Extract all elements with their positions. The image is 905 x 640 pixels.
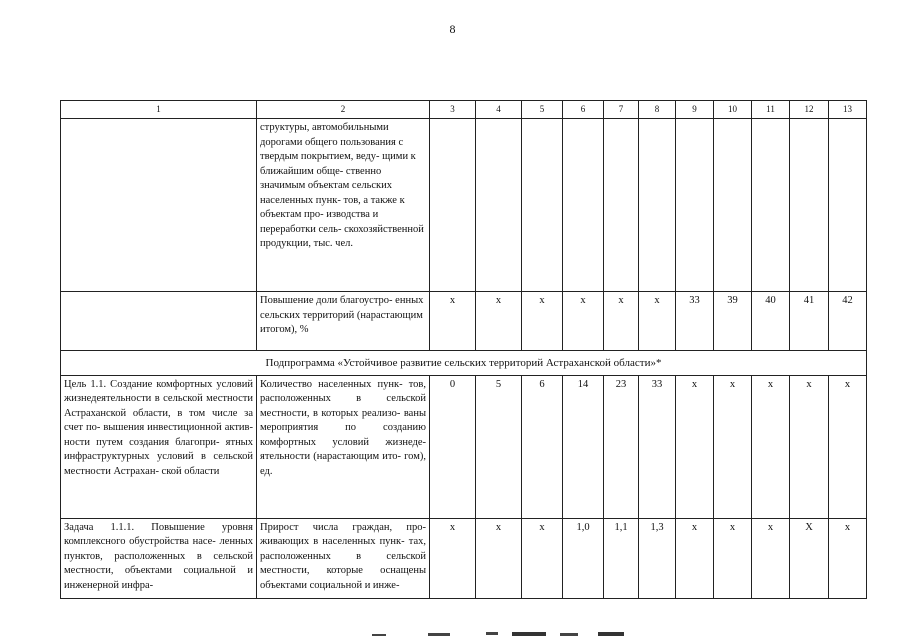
- value-cell: х: [752, 518, 790, 598]
- column-number: 9: [676, 101, 714, 119]
- value-cell: [829, 119, 867, 292]
- value-cell: х: [714, 375, 752, 518]
- column-number: 7: [604, 101, 639, 119]
- indicator-cell: Прирост числа граждан, про- живающих в населенных пунк- тах, расположенных в сельской местности, которые оснащены объектами социальной и инже-: [257, 518, 430, 598]
- column-number: 12: [790, 101, 829, 119]
- column-number: 4: [476, 101, 522, 119]
- value-cell: 33: [639, 375, 676, 518]
- value-cell: х: [563, 292, 604, 351]
- value-cell: 6: [522, 375, 563, 518]
- value-cell: 0: [430, 375, 476, 518]
- value-cell: х: [430, 292, 476, 351]
- column-number-row: [61, 101, 867, 119]
- value-cell: х: [476, 518, 522, 598]
- value-cell: х: [790, 375, 829, 518]
- value-cell: [714, 119, 752, 292]
- table-row: [61, 518, 867, 598]
- column-number: 1: [61, 101, 257, 119]
- value-cell: х: [829, 375, 867, 518]
- subprogram-title: Подпрограмма «Устойчивое развитие сельских территорий Астраханской области»*: [61, 351, 867, 376]
- value-cell: х: [829, 518, 867, 598]
- table-row: [61, 375, 867, 518]
- value-cell: 1,3: [639, 518, 676, 598]
- column-number: 3: [430, 101, 476, 119]
- value-cell: [639, 119, 676, 292]
- value-cell: х: [639, 292, 676, 351]
- indicator-cell: Повышение доли благоустро- енных сельских территорий (нарастающим итогом), %: [257, 292, 430, 351]
- value-cell: 33: [676, 292, 714, 351]
- value-cell: х: [676, 375, 714, 518]
- column-number: 11: [752, 101, 790, 119]
- scan-artifact-marks: [0, 630, 905, 640]
- indicators-table: [60, 100, 867, 599]
- subprogram-row: [61, 351, 867, 376]
- value-cell: х: [430, 518, 476, 598]
- value-cell: 14: [563, 375, 604, 518]
- goal-cell: [61, 119, 257, 292]
- value-cell: 5: [476, 375, 522, 518]
- page-number: 8: [449, 22, 456, 36]
- value-cell: [752, 119, 790, 292]
- column-number: 13: [829, 101, 867, 119]
- value-cell: 40: [752, 292, 790, 351]
- indicator-cell: структуры, автомобильными дорогами общего пользования с твердым покрытием, веду- щими к ближайшим обще- ственно значимым объектам сельских населенных пунк- тов, а также к объектам про- изводства и переработки сель- скохозяйственной продукции, тыс. чел.: [257, 119, 430, 292]
- value-cell: х: [522, 518, 563, 598]
- value-cell: [790, 119, 829, 292]
- column-number: 2: [257, 101, 430, 119]
- indicator-cell: Количество населенных пунк- тов, расположенных в сельской местности, в которых реализо- ваны мероприятия по созданию комфортных условий жизнеде- ятельности (нарастающим ито- гом), ед.: [257, 375, 430, 518]
- goal-cell: [61, 292, 257, 351]
- value-cell: [563, 119, 604, 292]
- value-cell: [476, 119, 522, 292]
- table-row: [61, 292, 867, 351]
- value-cell: 1,0: [563, 518, 604, 598]
- column-number: 10: [714, 101, 752, 119]
- value-cell: Х: [790, 518, 829, 598]
- value-cell: 1,1: [604, 518, 639, 598]
- value-cell: х: [476, 292, 522, 351]
- value-cell: 39: [714, 292, 752, 351]
- column-number: 6: [563, 101, 604, 119]
- value-cell: [676, 119, 714, 292]
- value-cell: [604, 119, 639, 292]
- value-cell: х: [604, 292, 639, 351]
- value-cell: 41: [790, 292, 829, 351]
- value-cell: х: [714, 518, 752, 598]
- table-row: [61, 119, 867, 292]
- value-cell: х: [522, 292, 563, 351]
- column-number: 8: [639, 101, 676, 119]
- goal-cell: Цель 1.1. Создание комфортных условий жизнедеятельности в сельской местности Астраханской области, в том числе за счет по- вышения инвестиционной актив- ности путем создания благопри- ятных инфраструктурных условий в сельской местности Астрахан- ской области: [61, 375, 257, 518]
- value-cell: 23: [604, 375, 639, 518]
- value-cell: х: [752, 375, 790, 518]
- value-cell: [430, 119, 476, 292]
- task-cell: Задача 1.1.1. Повышение уровня комплексного обустройства насе- ленных пунктов, расположенных в сельской местности, объектами социальной и инженерной инфра-: [61, 518, 257, 598]
- value-cell: 42: [829, 292, 867, 351]
- value-cell: х: [676, 518, 714, 598]
- column-number: 5: [522, 101, 563, 119]
- value-cell: [522, 119, 563, 292]
